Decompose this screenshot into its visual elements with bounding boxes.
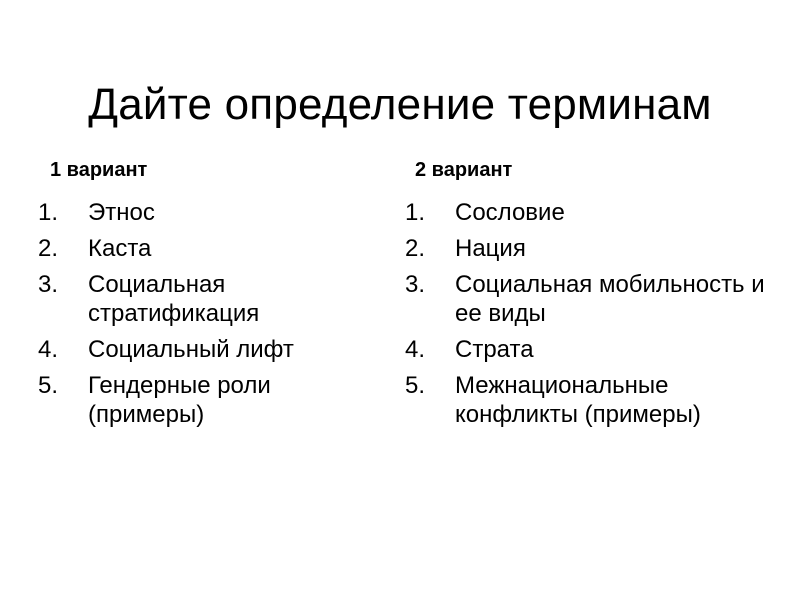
list-item xyxy=(405,198,775,227)
item-text: Этнос xyxy=(88,199,155,226)
item-number: 2. xyxy=(405,235,426,262)
item-number: 2. xyxy=(38,235,59,262)
list-item xyxy=(38,234,368,263)
item-text: Социальный лифт xyxy=(88,336,294,363)
variant-1-list xyxy=(38,198,368,429)
item-text: Социальная стратификация xyxy=(88,271,260,327)
list-item xyxy=(38,198,368,227)
item-number: 1. xyxy=(405,199,426,226)
item-text: Межнациональные конфликты (примеры) xyxy=(455,372,701,428)
variant-1-column xyxy=(38,156,368,436)
list-item xyxy=(38,335,368,364)
item-number: 4. xyxy=(38,336,59,363)
slide-title: Дайте определение терминам xyxy=(88,80,712,130)
item-number: 5. xyxy=(38,372,59,399)
item-text: Сословие xyxy=(455,199,565,226)
item-number: 3. xyxy=(405,271,426,298)
item-text: Гендерные роли (примеры) xyxy=(88,372,271,428)
variant-2-column xyxy=(405,156,775,436)
list-item xyxy=(405,270,775,328)
list-item xyxy=(38,371,368,429)
item-number: 5. xyxy=(405,372,426,399)
list-item xyxy=(38,270,368,328)
item-number: 1. xyxy=(38,199,59,226)
item-text: Социальная мобильность и ее виды xyxy=(455,271,765,327)
list-item xyxy=(405,371,775,429)
variant-2-heading: 2 вариант xyxy=(415,159,513,181)
variant-1-heading: 1 вариант xyxy=(50,159,148,181)
item-number: 4. xyxy=(405,336,426,363)
item-text: Нация xyxy=(455,235,526,262)
variant-2-list xyxy=(405,198,775,429)
item-text: Страта xyxy=(455,336,534,363)
list-item xyxy=(405,335,775,364)
item-text: Каста xyxy=(88,235,152,262)
list-item xyxy=(405,234,775,263)
item-number: 3. xyxy=(38,271,59,298)
